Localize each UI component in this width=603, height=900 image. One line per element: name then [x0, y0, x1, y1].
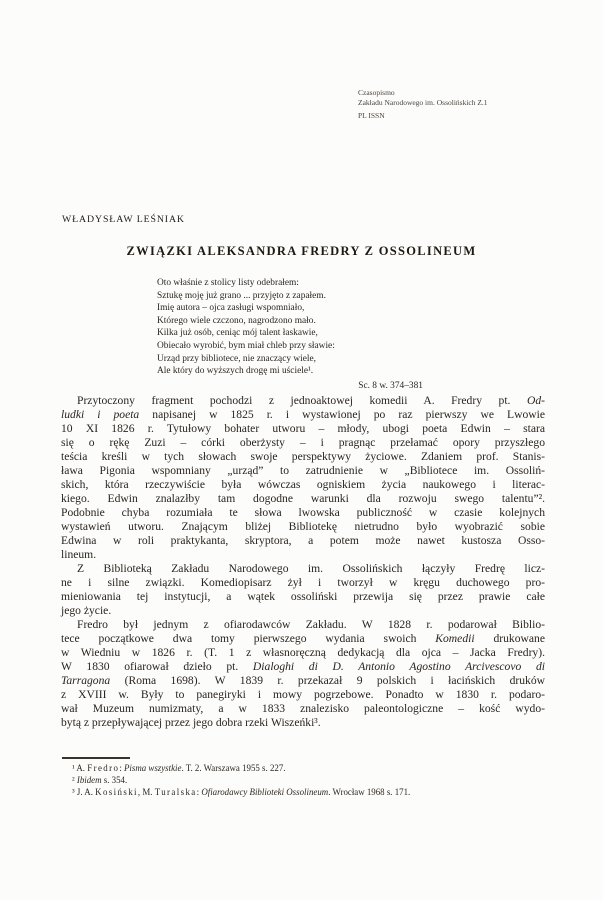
- text-line: [61, 478, 545, 492]
- text-segment: W 1830 ofiarował dzieło pt.: [61, 660, 253, 673]
- footnote-item: [62, 774, 546, 786]
- text-segment: Fredro był jednym z ofiarodawców Zakładu. W 1828 r. podarował Biblio-: [77, 618, 545, 631]
- text-line: [61, 534, 545, 548]
- text-line: [61, 506, 545, 520]
- text-segment: Pisma wszystkie: [124, 763, 182, 773]
- text-line: [61, 450, 545, 464]
- text-line: [61, 674, 545, 688]
- text-segment: napisanej w 1825 r. i wystawionej po raz pierwszy we Lwowie: [139, 408, 545, 421]
- text-segment: Dialoghi di D. Antonio Agostino Arcivescovo di: [252, 660, 545, 673]
- paragraph: [61, 562, 545, 618]
- text-segment: bytą z przepływającej przez jego dobra rzeki Wiszeńki³.: [61, 716, 321, 729]
- text-segment: ³ J. A.: [72, 787, 96, 797]
- text-line: [61, 660, 545, 674]
- text-segment: . Wrocław 1968 s. 171.: [328, 787, 411, 797]
- text-segment: jego życie.: [61, 604, 112, 617]
- text-segment: Komedii: [435, 632, 475, 645]
- text-segment: (Roma 1698). W 1839 r. przekazał 9 polskich i łacińskich druków: [110, 674, 545, 687]
- text-line: [61, 632, 545, 646]
- text-segment: kiego. Edwin znalazłby tam dogodne warunki dla rozwoju swego talentu”².: [61, 492, 545, 505]
- poem-line: Którego wiele czczono, nagrodzono mało.: [157, 315, 316, 326]
- text-segment: teścia kreśli w tych słowach swoje perspektywy życiowe. Zdaniem prof. Stanis-: [61, 450, 545, 463]
- text-line: [61, 576, 545, 590]
- text-segment: wystawień utworu. Znającym bliżej Bibliotekę nietrudno było wyobrazić sobie: [61, 520, 545, 533]
- text-segment: 10 XI 1826 r. Tytułowy bohater utworu – młody, ubogi poeta Edwin – stara: [61, 422, 545, 435]
- text-segment: Przytoczony fragment pochodzi z jednoaktowej komedii A. Fredry pt.: [77, 394, 527, 407]
- text-segment: Ofiarodawcy Biblioteki Ossolineum: [201, 787, 329, 797]
- article-body: [61, 394, 545, 730]
- epigraph: [157, 277, 425, 392]
- text-segment: Fredro: [87, 763, 120, 773]
- text-segment: lineum.: [61, 548, 97, 561]
- text-segment: , M.: [137, 787, 155, 797]
- text-line: [61, 590, 545, 604]
- text-line: [61, 688, 545, 702]
- text-segment: się o rękę Zuzi – córki oberżysty – i pragnąc przełamać opory przyszłego: [61, 436, 545, 449]
- text-segment: w Wiedniu w 1826 r. (T. 1 z własnoręczną dedykacją dla ojca – Jacka Fredry).: [61, 646, 545, 659]
- text-segment: :: [119, 763, 124, 773]
- text-segment: Podobnie chyba rozumiała te słowa lwowska publiczność w czasie kolejnych: [61, 506, 545, 519]
- text-line: [61, 702, 545, 716]
- text-segment: Kosiński: [95, 787, 138, 797]
- text-segment: z XVIII w. Były to panegiryki i mowy pogrzebowe. Ponadto w 1830 r. podaro-: [61, 688, 545, 701]
- text-segment: ²: [72, 775, 77, 785]
- poem-line: Imię autora – ojca zasługi wspomniało,: [157, 303, 305, 314]
- text-line: [61, 436, 545, 450]
- epigraph-attribution: Sc. 8 w. 374–381: [358, 380, 423, 391]
- text-segment: ława Pigonia wspomniany „urząd” to zatrudnienie w „Bibliotece im. Ossoliń-: [61, 464, 545, 477]
- text-segment: ne i silne związki. Komediopisarz żył i tworzył w kręgu duchowego pro-: [61, 576, 545, 589]
- journal-issn-line: PL ISSN: [358, 111, 385, 120]
- text-segment: . T. 2. Warszawa 1955 s. 227.: [181, 763, 286, 773]
- text-line: [61, 548, 545, 562]
- text-line: [61, 492, 545, 506]
- text-line: [61, 394, 545, 408]
- text-segment: tece początkowe dwa tomy pierwszego wydania swoich: [61, 632, 436, 645]
- journal-imprint: [358, 88, 488, 121]
- article-title: ZWIĄZKI ALEKSANDRA FREDRY Z OSSOLINEUM: [126, 244, 477, 258]
- text-line: [61, 562, 545, 576]
- text-segment: Edwina w roli praktykanta, skryptora, a potem może nawet kustosza Osso-: [61, 534, 545, 547]
- text-segment: wał Muzeum numizmaty, a w 1833 znalezisko paleontologiczne – kość wydo-: [61, 702, 545, 715]
- journal-imprint-line: Czasopismo: [358, 88, 395, 97]
- text-line: [61, 408, 545, 422]
- footnotes: [62, 762, 546, 798]
- text-segment: drukowane: [474, 632, 545, 645]
- text-line: [61, 716, 545, 730]
- text-segment: Turalska: [154, 787, 197, 797]
- poem-line: Urząd przy bibliotece, nie znaczący wiele,: [157, 353, 317, 364]
- footnote-item: [62, 786, 546, 798]
- poem-line: Oto właśnie z stolicy listy odebrałem:: [157, 278, 299, 288]
- text-line: [61, 604, 545, 618]
- footnote-item: [62, 762, 546, 774]
- text-segment: Od-: [526, 394, 545, 407]
- text-line: [61, 464, 545, 478]
- paragraph: [61, 618, 545, 730]
- text-segment: ludki i poeta: [61, 408, 140, 421]
- text-segment: Ibidem: [76, 775, 102, 785]
- poem-line: Ale który do wyższych drogę mi uściele¹.: [157, 366, 314, 377]
- text-segment: skich, która rzeczywiście była wówczas ogniskiem życia naukowego i literac-: [61, 478, 545, 491]
- text-line: [61, 618, 545, 632]
- poem-line: Kilka już osób, ceniąc mój talent łaskawie,: [157, 328, 318, 339]
- text-segment: Tarragona: [61, 674, 111, 687]
- text-segment: mieniowania tej instytucji, a wątek ossoliński przewija się przez prawie całe: [61, 590, 545, 603]
- text-line: [61, 520, 545, 534]
- text-segment: :: [196, 787, 202, 797]
- footnote-divider: [62, 757, 130, 759]
- text-line: [61, 646, 545, 660]
- text-segment: Z Biblioteką Zakładu Narodowego im. Ossolińskich łączyły Fredrę licz-: [77, 562, 545, 575]
- text-line: [61, 422, 545, 436]
- poem-line: Sztukę moję już grano ... przyjęto z zapałem.: [157, 290, 326, 301]
- text-segment: ¹ A.: [72, 763, 88, 773]
- author-name: WŁADYSŁAW LEŚNIAK: [62, 214, 185, 225]
- paragraph: [61, 394, 545, 562]
- poem-line: Obiecało wyrobić, bym miał chleb przy sławie:: [157, 340, 335, 351]
- text-segment: s. 354.: [101, 775, 128, 785]
- epigraph-verse: [157, 277, 425, 378]
- journal-imprint-line: Zakładu Narodowego im. Ossolińskich Z.1: [358, 98, 488, 107]
